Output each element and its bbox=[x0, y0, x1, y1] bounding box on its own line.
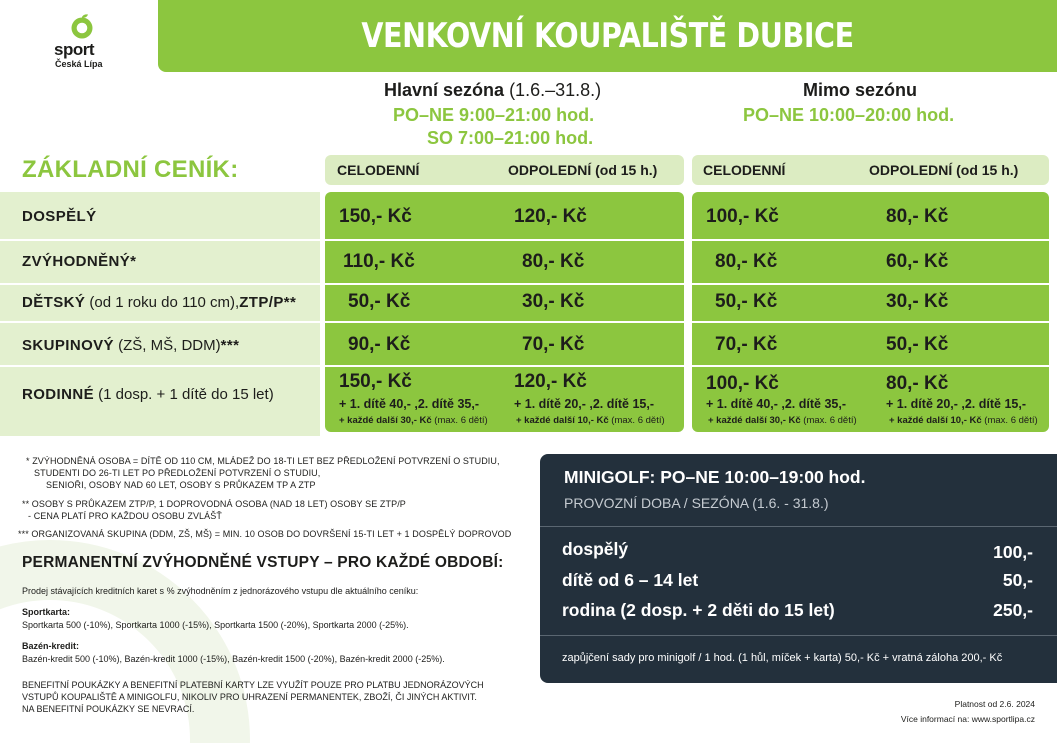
row-label-text: SKUPINOVÝ bbox=[22, 337, 114, 354]
validity-note: Platnost od 2.6. 2024 bbox=[954, 699, 1035, 709]
minigolf-divider bbox=[540, 526, 1057, 527]
bazen-list: Bazén-kredit 500 (-10%), Bazén-kredit 1000 (-15%), Bazén-kredit 1500 (-20%), Bazén-kredit 2000 (-25%). bbox=[22, 654, 445, 664]
row-label-detail: (od 1 roku do 110 cm), bbox=[85, 294, 240, 311]
permanent-title: PERMANENTNÍ ZVÝHODNĚNÉ VSTUPY – PRO KAŽDÉ OBDOBÍ: bbox=[22, 554, 504, 571]
family-more-price: + každé další 30,- Kč (max. 6 dětí) bbox=[708, 415, 857, 426]
price-divider bbox=[692, 239, 1049, 241]
price-divider bbox=[692, 283, 1049, 285]
family-base-price: 80,- Kč bbox=[886, 373, 949, 394]
note-ztp: ** OSOBY S PRŮKAZEM ZTP/P, 1 DOPROVODNÁ OSOBA (NAD 18 LET) OSOBY SE ZTP/P - CENA PLATÍ PRO KAŽDOU OSOBU ZVLÁŠŤ bbox=[22, 499, 406, 521]
minigolf-row-label: rodina (2 dosp. + 2 děti do 15 let) bbox=[562, 600, 835, 620]
family-more-price: + každé další 30,- Kč (max. 6 dětí) bbox=[339, 415, 488, 426]
row-label-text: DĚTSKÝ bbox=[22, 294, 86, 311]
sportkarta-label: Sportkarta: bbox=[22, 607, 71, 617]
column-full-day: CELODENNÍ bbox=[703, 162, 786, 178]
price-divider bbox=[692, 365, 1049, 367]
price-cell: 150,- Kč bbox=[339, 206, 412, 227]
bazen-label: Bazén-kredit: bbox=[22, 641, 80, 651]
price-cell: 30,- Kč bbox=[522, 291, 585, 312]
price-cell: 60,- Kč bbox=[886, 251, 949, 272]
note-reduced: * ZVÝHODNĚNÁ OSOBA = DÍTĚ OD 110 CM, MLÁDEŽ DO 18-TI LET BEZ PŘEDLOŽENÍ POTVRZENÍ O STUDIU, STUDENTI DO 26-TI LET PO PŘEDLOŽENÍ POTVRZENÍ O STUDIU, SENIOŘI, OSOBY NAD 60 LET, OSOBY S PRŮKAZEM TP A ZTP bbox=[26, 456, 500, 490]
page-title: VENKOVNÍ KOUPALIŠTĚ DUBICE bbox=[361, 16, 854, 56]
family-base-price: 150,- Kč bbox=[339, 371, 412, 392]
family-extra-price: + 1. dítě 40,- ,2. dítě 35,- bbox=[706, 397, 846, 411]
main-season-hours-2: SO 7:00–21:00 hod. bbox=[427, 128, 594, 148]
price-cell: 100,- Kč bbox=[706, 206, 779, 227]
price-cell: 80,- Kč bbox=[715, 251, 778, 272]
minigolf-divider bbox=[540, 635, 1057, 636]
minigolf-row-label: dítě od 6 – 14 let bbox=[562, 570, 699, 590]
sportkarta-list: Sportkarta 500 (-10%), Sportkarta 1000 (-15%), Sportkarta 1500 (-20%), Sportkarta 2000 (-25%). bbox=[22, 620, 409, 630]
row-label-text: RODINNÉ bbox=[22, 386, 94, 403]
family-base-price: 120,- Kč bbox=[514, 371, 587, 392]
family-more-price: + každé další 10,- Kč (max. 6 dětí) bbox=[889, 415, 1038, 426]
off-season-title: Mimo sezónu bbox=[803, 80, 918, 100]
row-divider bbox=[0, 239, 320, 241]
family-base-price: 100,- Kč bbox=[706, 373, 779, 394]
price-divider bbox=[325, 239, 684, 241]
price-cell: 30,- Kč bbox=[886, 291, 949, 312]
price-cell: 70,- Kč bbox=[522, 334, 585, 355]
price-cell: 50,- Kč bbox=[886, 334, 949, 355]
row-label-suffix: ZTP/P** bbox=[239, 294, 297, 311]
family-extra-price: + 1. dítě 20,- ,2. dítě 15,- bbox=[886, 397, 1026, 411]
benefit-note: BENEFITNÍ POUKÁZKY A BENEFITNÍ PLATEBNÍ KARTY LZE VYUŽÍT POUZE PRO PLATBU JEDNORÁZOVÝCH VSTUPŮ KOUPALIŠTĚ A MINIGOLFU, NIKOLIV PRO UHRAZENÍ PERMANENTEK, ZBOŽÍ, ČI JINÝCH AKTIVIT. NA BENEFITNÍ POUKÁZKY SE NEVRACÍ. bbox=[22, 680, 484, 714]
row-divider bbox=[0, 365, 320, 367]
row-label-family bbox=[22, 386, 274, 403]
minigolf-heading: MINIGOLF: PO–NE 10:00–19:00 hod. bbox=[564, 467, 866, 487]
minigolf-panel bbox=[540, 454, 1057, 683]
permanent-intro: Prodej stávajících kreditních karet s % zvýhodněním z jednorázového vstupu dle aktuálního ceníku: bbox=[22, 586, 419, 596]
minigolf-row-price: 100,- bbox=[993, 542, 1033, 562]
apple-logo-icon bbox=[69, 14, 95, 40]
price-cell: 110,- Kč bbox=[343, 251, 415, 272]
family-extra-price: + 1. dítě 20,- ,2. dítě 15,- bbox=[514, 397, 654, 411]
minigolf-season: PROVOZNÍ DOBA / SEZÓNA (1.6. - 31.8.) bbox=[564, 495, 829, 511]
info-link: Více informací na: www.sportlipa.cz bbox=[900, 714, 1035, 724]
column-afternoon: ODPOLEDNÍ (od 15 h.) bbox=[508, 162, 658, 178]
minigolf-row-price: 250,- bbox=[993, 600, 1033, 620]
main-season-dates: (1.6.–31.8.) bbox=[509, 80, 602, 100]
logo-text: sport bbox=[54, 40, 94, 59]
note-group: *** ORGANIZOVANÁ SKUPINA (DDM, ZŠ, MŠ) = MIN. 10 OSOB DO DOVRŠENÍ 15-TI LET + 1 DOSPĚLÝ DOPROVOD bbox=[18, 529, 512, 539]
column-afternoon: ODPOLEDNÍ (od 15 h.) bbox=[869, 162, 1019, 178]
price-cell: 50,- Kč bbox=[715, 291, 778, 312]
row-label-text: DOSPĚLÝ bbox=[22, 208, 97, 225]
logo-city: Česká Lípa bbox=[55, 59, 103, 69]
row-label-group bbox=[22, 337, 239, 354]
row-divider bbox=[0, 283, 320, 285]
price-divider bbox=[325, 283, 684, 285]
minigolf-row-label: dospělý bbox=[562, 539, 629, 559]
family-more-price: + každé další 10,- Kč (max. 6 dětí) bbox=[516, 415, 665, 426]
row-label-detail: (ZŠ, MŠ, DDM) bbox=[113, 337, 221, 354]
price-divider bbox=[692, 321, 1049, 323]
main-season-heading bbox=[384, 80, 601, 101]
price-divider bbox=[325, 321, 684, 323]
off-season-hours: PO–NE 10:00–20:00 hod. bbox=[743, 105, 955, 125]
price-cell: 70,- Kč bbox=[715, 334, 778, 355]
row-label-text: ZVÝHODNĚNÝ* bbox=[22, 253, 137, 270]
price-cell: 120,- Kč bbox=[514, 206, 587, 227]
main-season-hours-1: PO–NE 9:00–21:00 hod. bbox=[393, 105, 595, 125]
family-extra-price: + 1. dítě 40,- ,2. dítě 35,- bbox=[339, 397, 479, 411]
row-label-adult bbox=[22, 208, 96, 225]
price-cell: 50,- Kč bbox=[348, 291, 411, 312]
row-label-detail: (1 dosp. + 1 dítě do 15 let) bbox=[93, 386, 274, 403]
minigolf-row-price: 50,- bbox=[1002, 570, 1033, 590]
price-cell: 80,- Kč bbox=[886, 206, 949, 227]
price-cell: 80,- Kč bbox=[522, 251, 585, 272]
sport-logo bbox=[40, 14, 130, 74]
price-cell: 90,- Kč bbox=[348, 334, 411, 355]
row-divider bbox=[0, 321, 320, 323]
off-season-column-header bbox=[692, 155, 1049, 185]
row-label-reduced bbox=[22, 253, 136, 270]
minigolf-rental: zapůjčení sady pro minigolf / 1 hod. (1 hůl, míček + karta) 50,- Kč + vratná záloha 200,- Kč bbox=[562, 652, 1003, 664]
row-label-child bbox=[22, 294, 296, 311]
price-list-label: ZÁKLADNÍ CENÍK: bbox=[22, 156, 239, 183]
title-banner bbox=[158, 0, 1057, 72]
row-label-suffix: *** bbox=[220, 337, 240, 354]
main-season-title: Hlavní sezóna bbox=[384, 80, 505, 100]
price-divider bbox=[325, 365, 684, 367]
column-full-day: CELODENNÍ bbox=[337, 162, 420, 178]
main-season-column-header bbox=[325, 155, 684, 185]
